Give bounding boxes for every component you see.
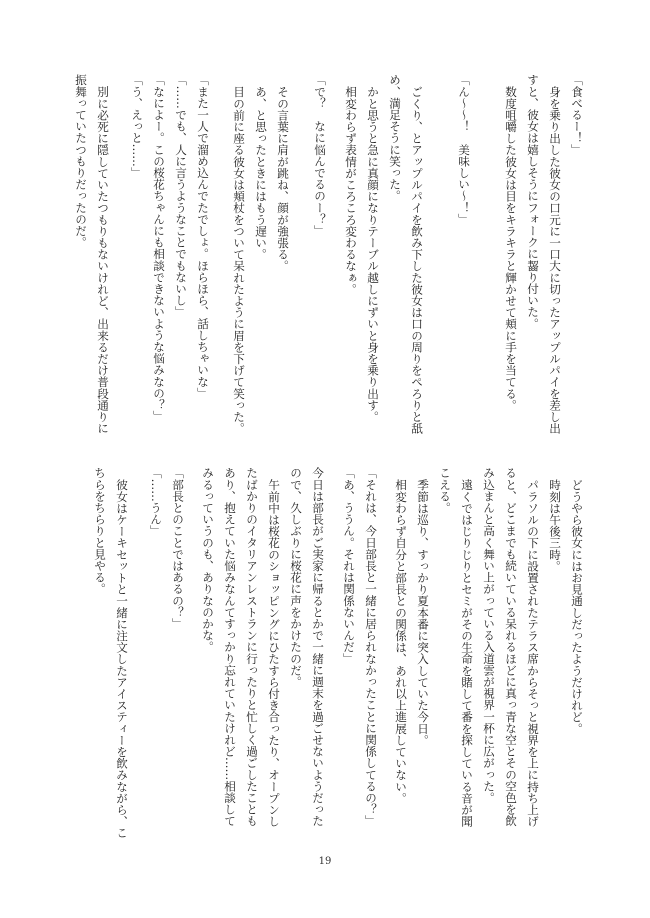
text-line: どうやら彼女にはお見通しだったようだけれど。 [570,478,584,734]
text-line: 今日は部長がご実家に帰るとかで一緒に週末を過ごせないようだった [311,467,325,827]
text-line: ので、久しぶりに桜花に声をかけたのだ。 [289,467,303,688]
text-line: ごくり、とアップルパイを飲み下した彼女は口の周りをぺろりと舐 [410,85,424,434]
text-line: みるっていうのも、ありなのかな。 [201,467,215,653]
page-number: 19 [318,856,332,867]
dialogue-line: 「あ、ううん。それは関係ないんだ」 [342,467,356,665]
dialogue-line: 「う、えっと……」 [130,74,144,179]
dialogue-line: 「それは、今日部長と一緒に居られなかったことに関係してるの？」 [364,467,378,827]
dialogue-line: 「部長とのことではあるの？」 [171,467,185,630]
dialogue-line: 「ん～～！ 美味しい～！」 [457,74,471,225]
dialogue-line: 「で？ なに悩んでるのー？」 [313,74,327,237]
text-line: あ、と思ったときにはもう遅い。 [254,85,268,260]
text-line: 振舞っていたつもりだったのだ。 [74,74,88,248]
text-line: かと思うと急に真顔になりテーブル越しにずいと身を乗り出す。 [366,85,380,422]
text-line: 午前中は桜花のショッピングにひたすら付き合ったり、オープンし [267,478,281,827]
text-line: み込まんと高く舞い上がっている入道雲が視界一杯に広がった。 [482,467,496,804]
text-line: 相変わらず自分と部長との関係は、あれ以上進展していない。 [394,478,408,804]
text-line: 季節は巡り、すっかり夏本番に突入していた今日。 [416,478,430,746]
dialogue-line: 「……うん」 [149,467,163,537]
text-line: 時刻は午後三時。 [548,478,562,572]
text-line: パラソルの下に設置されたテラス席からそっと視界を上に持ち上げ [526,478,540,827]
text-line: 別に必死に隠していたつもりもないけれど、出来るだけ普段通りに [96,85,110,434]
text-line: 彼女はケーキセットと一緒に注文したアイスティーを飲みながら、こ [115,478,129,839]
text-line: ると、どこまでも続いている呆れるほどに真っ青な空とその空色を飲 [504,467,518,827]
dialogue-line: 「なによー。この桜花ちゃんにも相談できないような悩みなの？」 [152,74,166,422]
text-block-bottom [0,467,650,847]
text-line: 身を乗り出した彼女の口元に一口大に切ったアップルパイを差し出 [548,85,562,434]
text-line: ちらをちらりと見やる。 [93,467,107,595]
text-line: その言葉に肩が跳ね、顔が強張る。 [276,85,290,272]
text-line: 目の前に座る彼女は頬杖をついて呆れたように眉を下げて笑った。 [232,85,246,434]
text-line: 相変わらず表情がころころ変わるなぁ。 [344,85,358,295]
text-line: たばかりのイタリアンレストランに行ったりと忙しく過ごしたことも [245,467,259,827]
dialogue-line: 「また一人で溜め込んでたでしょ。ほらほら、話しちゃいな」 [196,74,210,399]
text-line: こえる。 [438,467,452,514]
text-line: すと、彼女は嬉しそうにフォークに齧り付いた。 [526,74,540,330]
text-line: 遠くではじりじりとセミがその生命を賭して番を探している音が聞 [460,478,474,827]
text-line: あり、抱えていた悩みなんてすっかり忘れていたけれど……相談して [223,467,237,827]
text-line: 数度咀嚼した彼女は目をキラキラと輝かせて頬に手を当てる。 [504,85,518,411]
dialogue-line: 「食べるー！」 [570,74,584,156]
text-line: め、満足そうに笑った。 [388,74,402,202]
dialogue-line: 「……でも、人に言うようなことでもないし」 [174,74,188,318]
text-block-top [0,74,650,454]
